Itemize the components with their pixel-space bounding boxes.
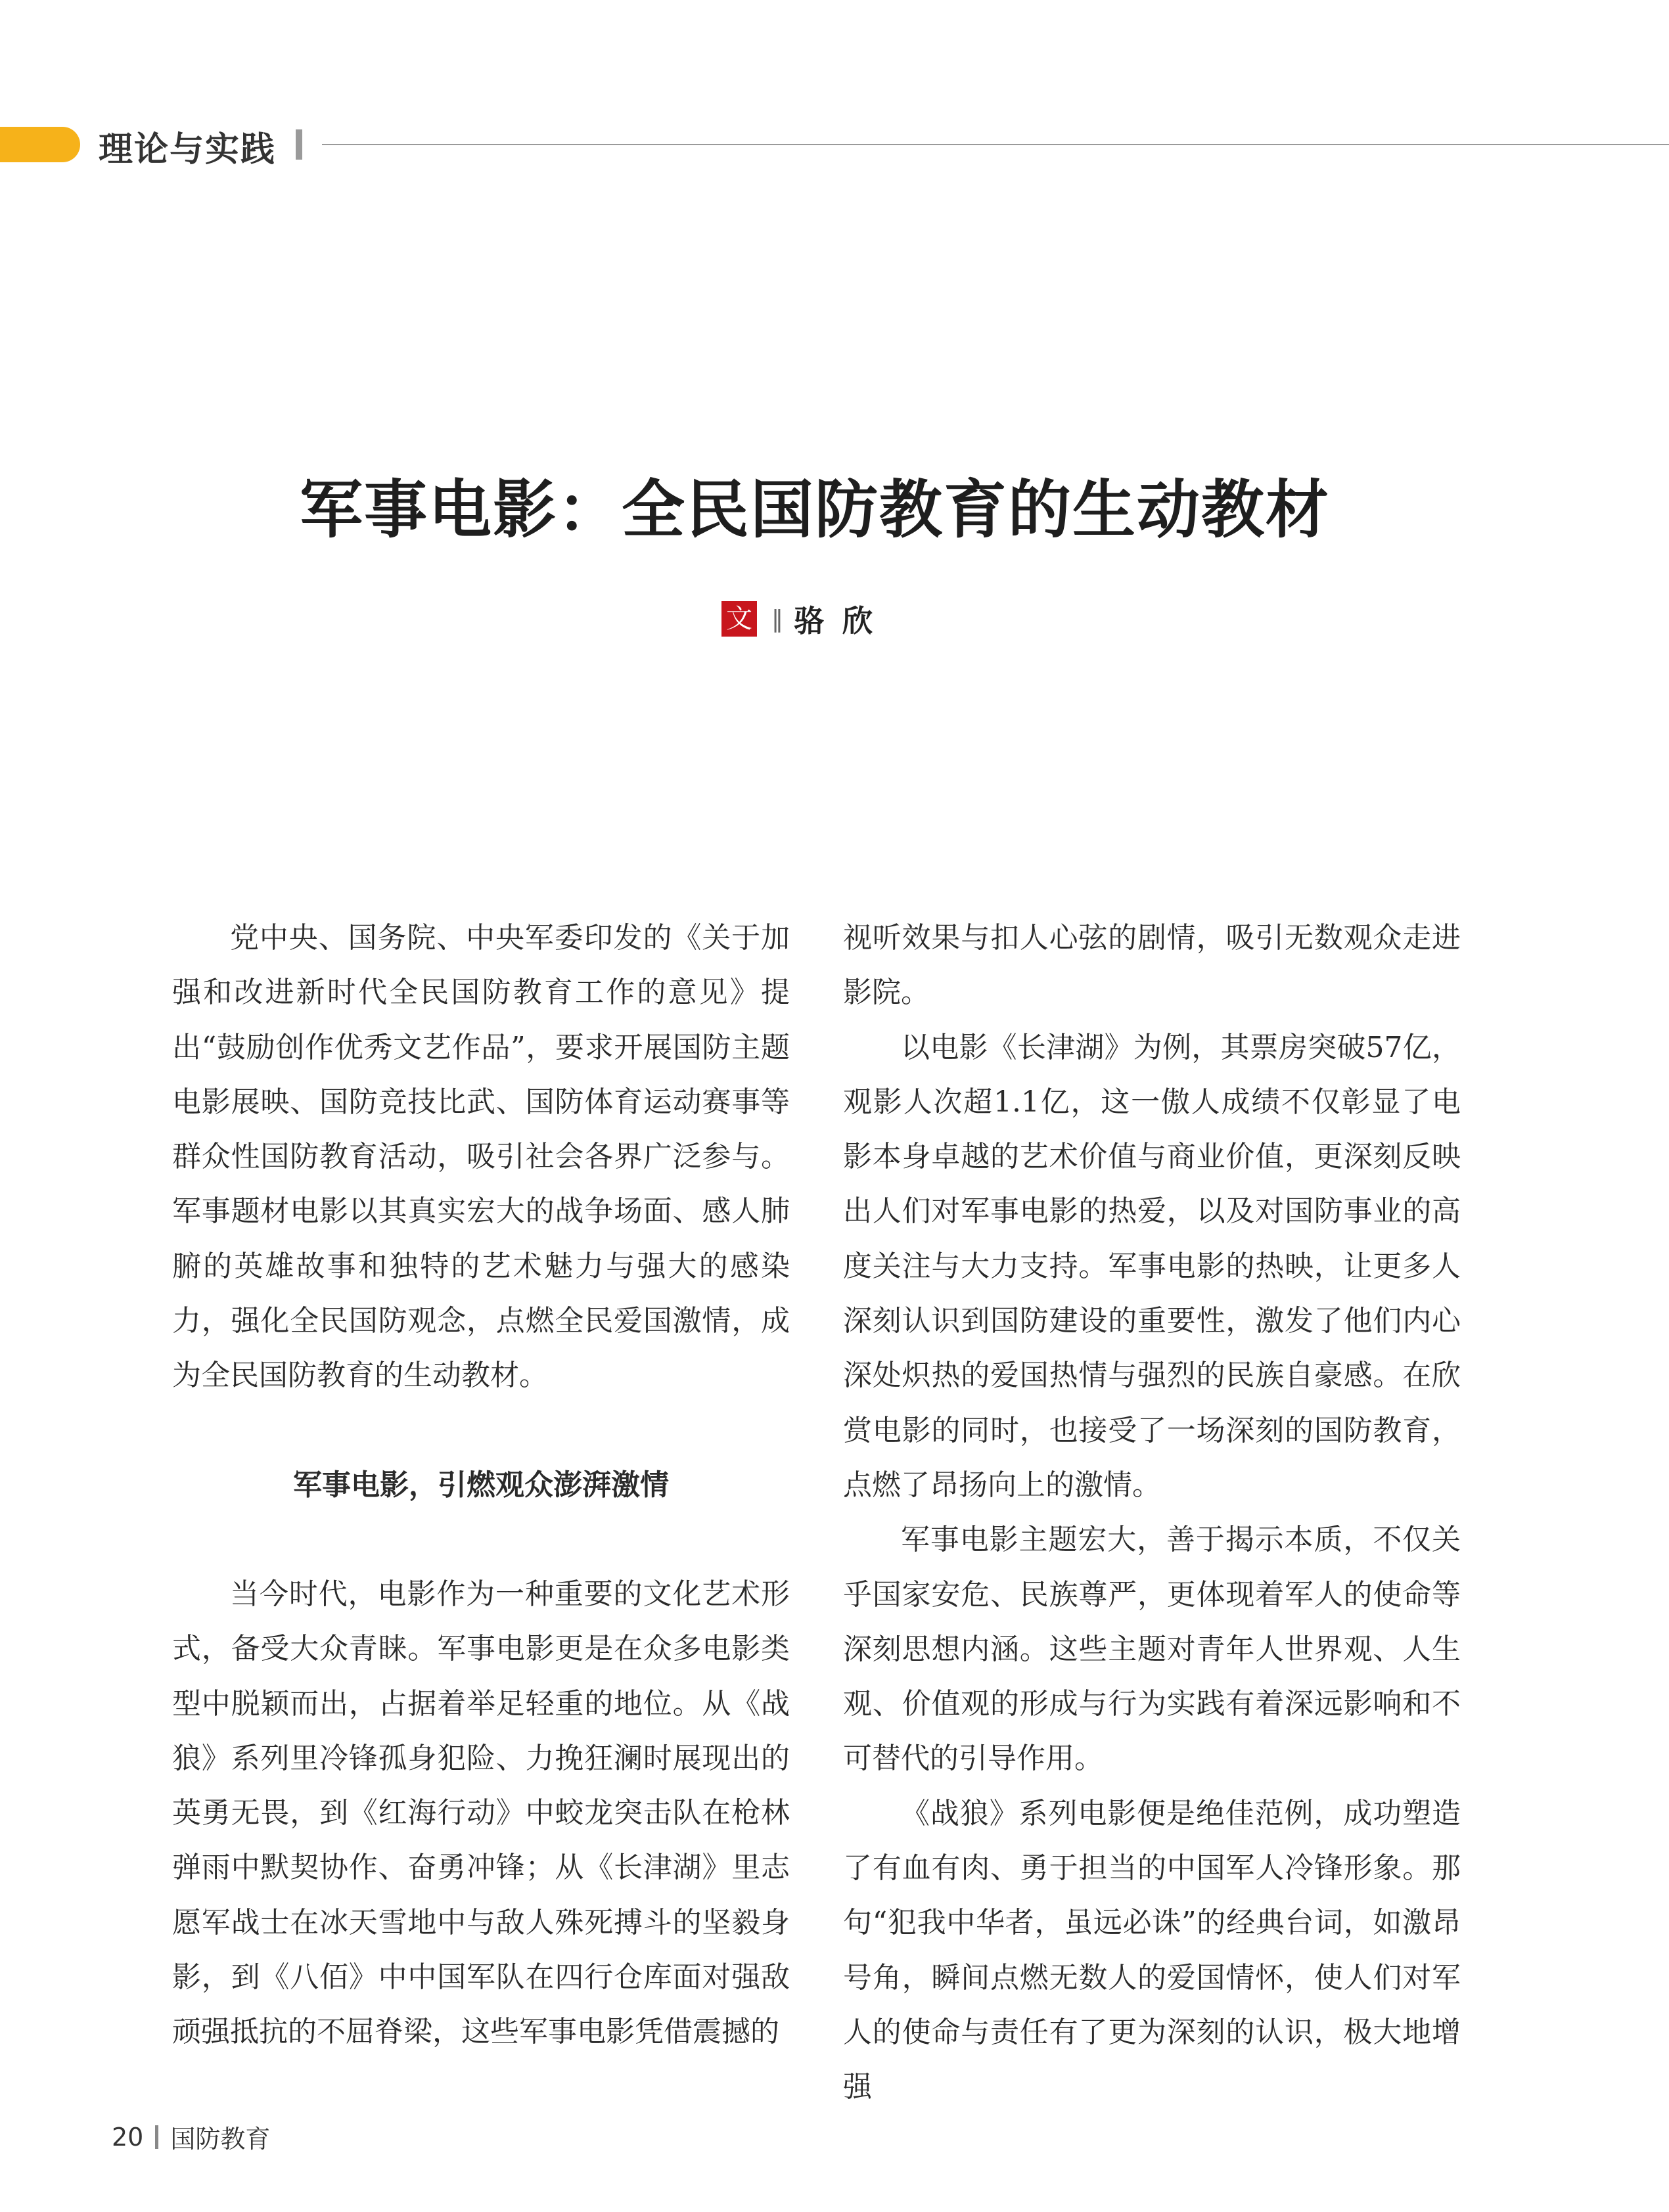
footer-divider bbox=[155, 2125, 158, 2149]
paragraph: 军事电影主题宏大，善于揭示本质，不仅关乎国家安危、民族尊严，更体现着军人的使命等深刻思想内涵。这些主题对青年人世界观、人生观、价值观的形成与行为实践有着深远影响和不可替代的引导作用。 bbox=[843, 1523, 1461, 1776]
paragraph: 视听效果与扣人心弦的剧情，吸引无数观众走进影院。 bbox=[843, 921, 1461, 1010]
page-footer bbox=[112, 2119, 270, 2155]
page-number: 20 bbox=[112, 2122, 144, 2152]
paragraph: 当今时代，电影作为一种重要的文化艺术形式，备受大众青睐。军事电影更是在众多电影类型中脱颖而出，占据着举足轻重的地位。从《战狼》系列里冷锋孤身犯险、力挽狂澜时展现出的英勇无畏，到《红海行动》中蛟龙突击队在枪林弹雨中默契协作、奋勇冲锋；从《长津湖》里志愿军战士在冰天雪地中与敌人殊死搏斗的坚毅身影，到《八佰》中中国军队在四行仓库面对强敌顽强抵抗的不屈脊梁，这些军事电影凭借震撼的 bbox=[172, 1577, 790, 2049]
paragraph: 以电影《长津湖》为例，其票房突破57亿，观影人次超1.1亿，这一傲人成绩不仅彰显了电影本身卓越的艺术价值与商业价值，更深刻反映出人们对军事电影的热爱，以及对国防事业的高度关注与大力支持。军事电影的热映，让更多人深刻认识到国防建设的重要性，激发了他们内心深处炽热的爱国热情与强烈的民族自豪感。在欣赏电影的同时，也接受了一场深刻的国防教育，点燃了昂扬向上的激情。 bbox=[843, 1030, 1461, 1502]
left-column bbox=[172, 911, 790, 2060]
article-title: 军事电影：全民国防教育的生动教材 bbox=[300, 473, 1330, 547]
paragraph: 《战狼》系列电影便是绝佳范例，成功塑造了有血有肉、勇于担当的中国军人冷锋形象。那句“犯我中华者，虽远必诛”的经典台词，如激昂号角，瞬间点燃无数人的爱国情怀，使人们对军人的使命与责任有了更为深刻的认识，极大地增强 bbox=[843, 1796, 1461, 2104]
author-name: 骆欣 bbox=[794, 603, 891, 639]
paragraph: 党中央、国务院、中央军委印发的《关于加强和改进新时代全民国防教育工作的意见》提出“鼓励创作优秀文艺作品”，要求开展国防主题电影展映、国防竞技比武、国防体育运动赛事等群众性国防教育活动，吸引社会各界广泛参与。军事题材电影以其真实宏大的战争场面、感人肺腑的英雄故事和独特的艺术魅力与强大的感染力，强化全民国防观念，点燃全民爱国激情，成为全民国防教育的生动教材。 bbox=[172, 921, 790, 1393]
byline bbox=[721, 599, 891, 639]
header-accent-tab bbox=[0, 127, 80, 162]
section-subheading: 军事电影，引燃观众澎湃激情 bbox=[293, 1468, 669, 1502]
section-divider-bar bbox=[296, 129, 302, 160]
right-column bbox=[843, 911, 1461, 2115]
byline-separator: ‖ bbox=[771, 605, 783, 633]
byline-mark: 文 bbox=[721, 601, 757, 637]
section-label: 理论与实践 bbox=[99, 130, 277, 169]
magazine-name: 国防教育 bbox=[170, 2125, 271, 2154]
header-rule bbox=[322, 144, 1669, 145]
